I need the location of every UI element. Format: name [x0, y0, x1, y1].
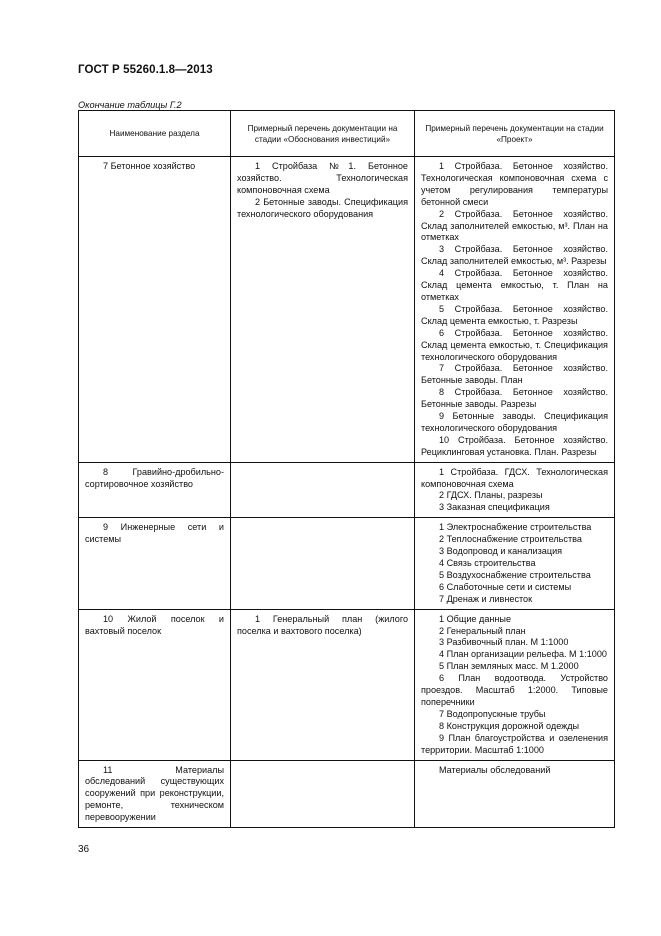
project-docs-cell — [415, 157, 615, 463]
table-row — [79, 518, 615, 609]
table-header-row — [79, 111, 615, 157]
section-name: 7 Бетонное хозяйство — [103, 161, 196, 171]
investment-docs-cell — [231, 157, 415, 463]
document-item: 1 Стройбаза. Бетонное хозяйство. Технологическая компоновочная схема с учетом регулирования температуры бетонной смеси — [421, 161, 608, 207]
document-item: 3 Заказная спецификация — [439, 502, 550, 513]
document-item: 1 Электроснабжение строительства — [439, 522, 592, 533]
section-name: 10 Жилой поселок и вахтовый поселок — [85, 613, 224, 636]
project-docs-cell — [415, 462, 615, 518]
document-item: 2 Теплоснабжение строительства — [439, 534, 582, 545]
table-row — [79, 760, 615, 828]
document-item: 1 Общие данные — [439, 613, 512, 624]
section-name-cell — [79, 462, 231, 518]
investment-docs-cell — [231, 760, 415, 828]
document-item: 5 Воздухоснабжение строительства — [439, 569, 591, 580]
document-item: 4 Связь строительства — [439, 558, 536, 568]
document-item: 7 Стройбаза. Бетонное хозяйство. Бетонные заводы. План — [421, 363, 608, 386]
document-item: 2 Генеральный план — [439, 625, 526, 636]
investment-docs-cell — [231, 609, 415, 760]
document-item: 7 Дренаж и ливнесток — [439, 593, 533, 604]
document-item: 3 Стройбаза. Бетонное хозяйство. Склад заполнителей емкостью, м³. Разрезы — [421, 244, 608, 267]
document-item: 4 Стройбаза. Бетонное хозяйство. Склад цемента емкостью, т. План на отметках — [421, 268, 608, 302]
project-docs-cell — [415, 609, 615, 760]
project-docs-cell — [415, 518, 615, 609]
section-name: 8 Гравийно-дробильно-сортировочное хозяйство — [85, 466, 224, 489]
document-item: 6 Слаботочные сети и системы — [439, 581, 572, 592]
column-header-project: Примерный перечень документации на стадии «Проект» — [415, 111, 615, 157]
investment-docs-cell — [231, 462, 415, 518]
document-item: 10 Стройбаза. Бетонное хозяйство. Рециклинговая установка. План. Разрезы — [421, 434, 608, 457]
document-item: 3 Разбивочный план. М 1:1000 — [439, 637, 569, 648]
documentation-table — [78, 110, 615, 828]
document-item: 6 Стройбаза. Бетонное хозяйство. Склад цемента емкостью, т. Спецификация технологического оборудования — [421, 327, 608, 362]
section-name-cell — [79, 518, 231, 609]
document-item: 7 Водопропускные трубы — [439, 708, 546, 719]
document-item: 5 План земляных масс. М 1.2000 — [439, 661, 579, 672]
page-number: 36 — [78, 844, 90, 855]
table-row — [79, 609, 615, 760]
document-item: Материалы обследований — [439, 764, 551, 775]
document-item: 2 ГДСХ. Планы, разрезы — [439, 490, 543, 501]
section-name-cell — [79, 609, 231, 760]
section-name-cell — [79, 157, 231, 463]
document-item: 1 Стройбаза №1. Бетонное хозяйство. Технологическая компоновочная схема — [237, 161, 408, 195]
section-name: 11 Материалы обследований существующих сооружений при реконструкции, ремонте, техническом перевооружении — [85, 764, 224, 823]
document-item: 9 План благоустройства и озеленения территории. Масштаб 1:1000 — [421, 732, 608, 755]
column-header-section: Наименование раздела — [79, 111, 231, 157]
document-header: ГОСТ Р 55260.1.8—2013 — [78, 64, 213, 76]
table-caption: Окончание таблицы Г.2 — [78, 100, 182, 110]
document-item: 8 Стройбаза. Бетонное хозяйство. Бетонные заводы. Разрезы — [421, 387, 608, 410]
document-item: 4 План организации рельефа. М 1:1000 — [439, 649, 607, 660]
section-name: 9 Инженерные сети и системы — [85, 522, 224, 545]
document-item: 3 Водопровод и канализация — [439, 546, 563, 557]
document-item: 6 План водоотвода. Устройство проездов. Масштаб 1:2000. Типовые поперечники — [421, 673, 608, 707]
document-item: 2 Стройбаза. Бетонное хозяйство. Склад заполнителей емкостью, м³. План на отметках — [421, 208, 608, 243]
table-row — [79, 157, 615, 463]
table-row — [79, 462, 615, 518]
project-docs-cell — [415, 760, 615, 828]
document-item: 5 Стройбаза. Бетонное хозяйство. Склад цемента емкостью, т. Разрезы — [421, 303, 608, 326]
document-item: 1 Стройбаза. ГДСХ. Технологическая компоновочная схема — [421, 466, 608, 489]
investment-docs-cell — [231, 518, 415, 609]
section-name-cell — [79, 760, 231, 828]
document-item: 1 Генеральный план (жилого поселка и вахтового поселка) — [237, 613, 408, 636]
document-item: 8 Конструкция дорожной одежды — [439, 720, 580, 731]
column-header-investment: Примерный перечень документации на стадии «Обоснования инвестиций» — [231, 111, 415, 157]
document-item: 9 Бетонные заводы. Спецификация технологического оборудования — [421, 411, 608, 433]
document-item: 2 Бетонные заводы. Спецификация технологического оборудования — [237, 196, 408, 219]
